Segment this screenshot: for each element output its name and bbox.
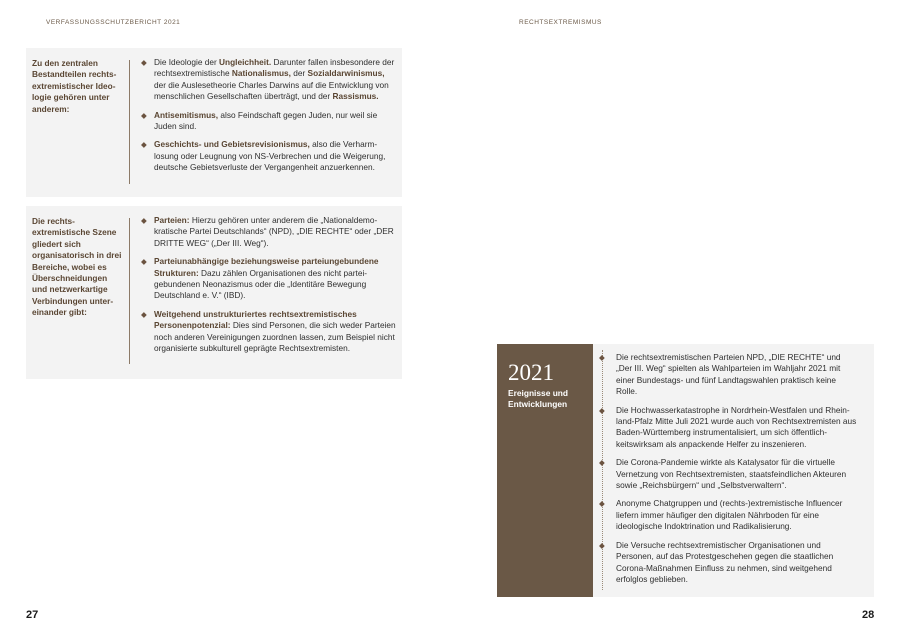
list-item: ◆ Die Hochwasserkatastrophe in Nordrhein-Westfalen und Rheinland-Pfalz Mitte Juli 2021 wurde auch von Rechtsextremisten aus Baden-Württemberg instrumentalisiert, um sich öffentlichkeitswirksam als anpackende Helfer zu inszenieren. [599, 404, 857, 449]
ideology-box-divider [129, 60, 130, 184]
ideology-box [26, 48, 402, 197]
diamond-bullet-icon: ◆ [141, 216, 147, 225]
year-panel [497, 344, 593, 597]
diamond-bullet-icon: ◆ [599, 499, 605, 509]
diamond-bullet-icon: ◆ [599, 405, 605, 415]
page-number-right: 28 [862, 609, 875, 621]
list-item: ◆ Die Ideologie der Ungleichheit. Darunter fallen insbesondere der rechtsextremistische Nationalismus, der Sozialdarwinismus, der die Auslesetheorie Charles Darwins auf die Entwicklung von menschlichen Gesellschaften überträgt, und der Rassismus. [141, 57, 395, 102]
diamond-bullet-icon: ◆ [141, 110, 147, 120]
events-box [593, 344, 874, 597]
list-item: ◆ Parteiunabhängige beziehungsweise parteiungebundene Strukturen: Dazu zählen Organisationen des nicht parteigebundenen Neonazismus oder die „Identitäre Bewegung Deutschland e. V.“ (IBD). [141, 256, 379, 301]
running-header-left: VERFASSUNGSSCHUTZBERICHT 2021 [46, 19, 181, 26]
list-item: ◆ Antisemitismus, also Feindschaft gegen Juden, nur weil sie Juden sind. [141, 109, 378, 132]
list-item: ◆ Weitgehend unstrukturiertes rechtsextremistisches Personenpotenzial: Dies sind Personen, die sich weder Parteien noch anderen Vereinigungen zuordnen lassen, zum Beispiel nicht organisierte subkulturell geprägte Rechtsextremisten. [141, 308, 396, 354]
list-item: ◆ Die Corona-Pandemie wirkte als Katalysator für die virtuelle Vernetzung von Rechtsextremisten, staatsfeindlichen Akteuren sowie „Reichsbürgern“ und „Selbstverwaltern“. [599, 457, 847, 491]
structure-box-divider [129, 218, 130, 364]
structure-box-label: Die rechtsextremistische Szene gliedert sich organisatorisch in drei Bereiche, wobei es Überschneidungen und netzwerkartige Verbindungen untereinander gibt: [32, 216, 122, 318]
diamond-bullet-icon: ◆ [141, 309, 147, 319]
ideology-box-label: Zu den zentralen Bestandteilen rechtsextremistischer Ideologie gehören unter anderem: [32, 58, 117, 114]
diamond-bullet-icon: ◆ [141, 257, 147, 267]
list-item: ◆ Die Versuche rechtsextremistischer Organisationen und Personen, auf das Protestgeschehen gegen die staatlichen Corona-Maßnahmen Einfluss zu nehmen, sind weitgehend erfolglos geblieben. [599, 539, 834, 584]
list-item: ◆ Parteien: Hierzu gehören unter anderem die „Nationaldemokratische Partei Deutschlands“ (NPD), „DIE RECHTE“ oder „DER DRITTE WEG“ („Der III. Weg“). [141, 215, 394, 248]
running-header-right: RECHTSEXTREMISMUS [519, 19, 602, 26]
list-item: ◆ Die rechtsextremistischen Parteien NPD, „DIE RECHTE“ und „Der III. Weg“ spielten als Wahlparteien im Wahljahr 2021 mit einer Bundestags- und fünf Landtagswahlen praktisch keine Rolle. [599, 352, 841, 397]
structure-box [26, 206, 402, 379]
events-list [599, 352, 858, 585]
year-heading: 2021 [508, 360, 554, 385]
diamond-bullet-icon: ◆ [599, 353, 605, 362]
ideology-list [141, 57, 397, 174]
diamond-bullet-icon: ◆ [141, 58, 147, 67]
panel-title: Ereignisse und Entwicklungen [508, 388, 569, 410]
diamond-bullet-icon: ◆ [599, 458, 605, 468]
list-item: ◆ Anonyme Chatgruppen und (rechts-)extremistische Influencer liefern immer häufiger den digitalen Nährboden für eine ideologische Indoktrination und Radikalisierung. [599, 498, 843, 532]
page-number-left: 27 [26, 609, 39, 621]
diamond-bullet-icon: ◆ [141, 140, 147, 150]
list-item: ◆ Geschichts- und Gebietsrevisionismus, also die Verharmlosung oder Leugnung von NS-Verbrechen und die Weigerung, deutsche Gebietsverluste der Vergangenheit anzuerkennen. [141, 139, 386, 173]
structure-list [141, 215, 397, 354]
diamond-bullet-icon: ◆ [599, 540, 605, 550]
